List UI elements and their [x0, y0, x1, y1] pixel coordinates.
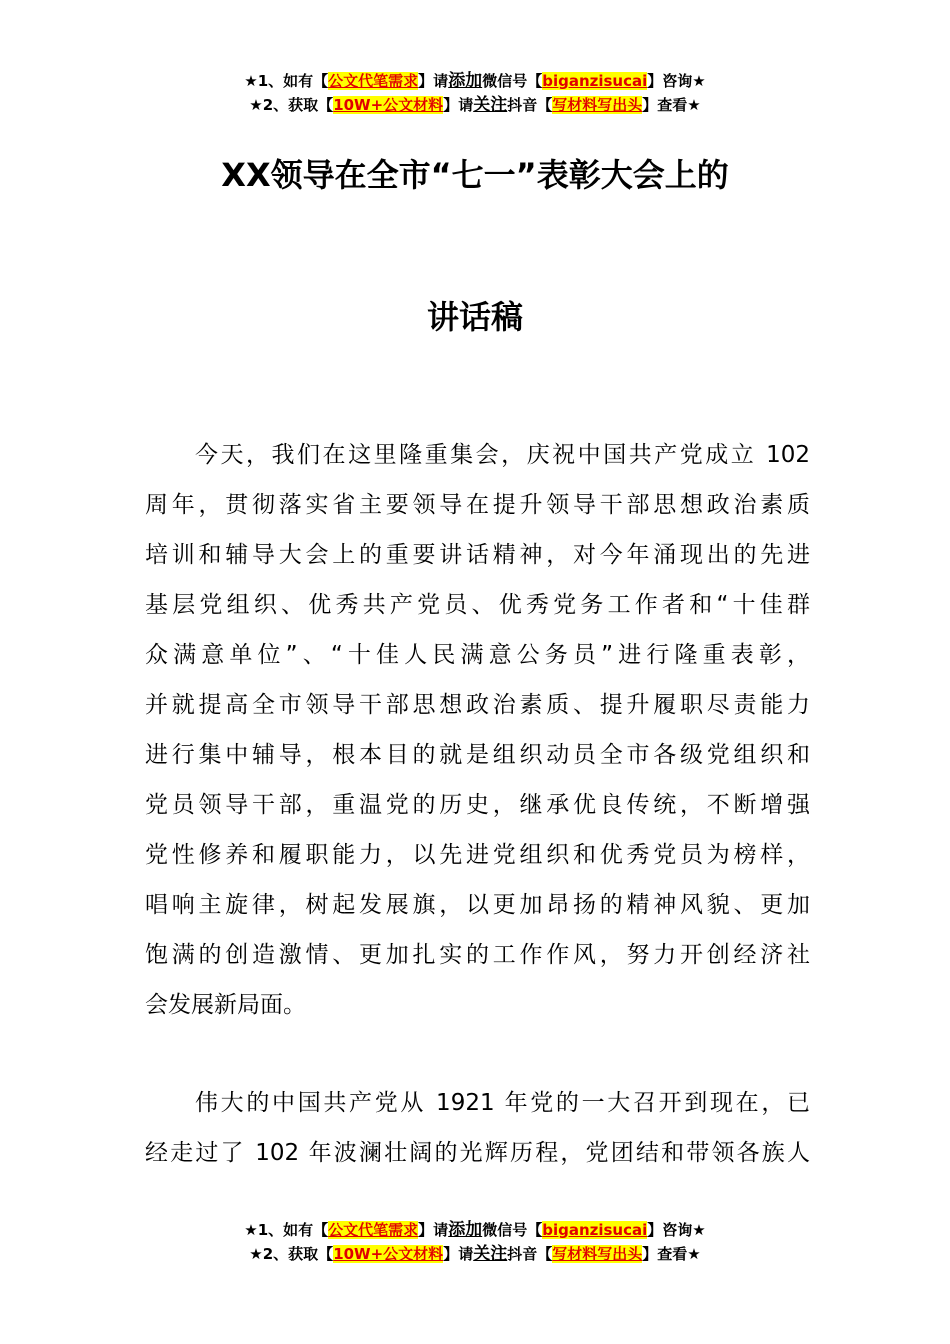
banner-emphasis: 添加 — [448, 1220, 483, 1240]
text-line: 经走过了 102 年波澜壮阔的光辉历程，党团结和带领各族人 — [145, 1140, 810, 1166]
banner-text: 抖音【 — [507, 96, 553, 114]
document-title-line-2: 讲话稿 — [426, 298, 523, 336]
banner-highlight: 写材料写出头 — [552, 96, 643, 114]
text-line: 进行集中辅导，根本目的就是组织动员全市各级党组织和 — [145, 742, 810, 768]
text-line: 会发展新局面。 — [145, 992, 306, 1018]
text-line: 并就提高全市领导干部思想政治素质、提升履职尽责能力 — [145, 692, 810, 718]
banner-text: ★1、如有【 — [244, 1221, 329, 1239]
banner-text: 】请 — [443, 96, 474, 114]
text-line: 伟大的中国共产党从 1921 年党的一大召开到现在，已 — [195, 1090, 810, 1116]
banner-text: 】请 — [418, 1221, 449, 1239]
footer-banner — [0, 1218, 950, 1266]
banner-row-1 — [0, 1218, 950, 1242]
banner-text: ★2、获取【 — [249, 96, 334, 114]
banner-row-2 — [0, 93, 950, 117]
banner-highlight: 写材料写出头 — [552, 1245, 643, 1263]
banner-text: 】查看★ — [642, 96, 701, 114]
banner-highlight: 公文代笔需求 — [328, 1221, 419, 1239]
text-line: 唱响主旋律，树起发展旗，以更加昂扬的精神风貌、更加 — [145, 892, 810, 918]
banner-row-1 — [0, 69, 950, 93]
text-line: 饱满的创造激情、更加扎实的工作作风，努力开创经济社 — [145, 942, 810, 968]
banner-highlight: 10W+公文材料 — [333, 96, 444, 114]
paragraph-2 — [145, 1078, 810, 1178]
banner-text: 】请 — [418, 72, 449, 90]
paragraph-1 — [145, 430, 810, 1030]
text-line: 今天，我们在这里隆重集会，庆祝中国共产党成立 102 — [195, 442, 810, 468]
banner-highlight: biganzisucai — [542, 72, 648, 90]
banner-emphasis: 添加 — [448, 71, 483, 91]
banner-emphasis: 关注 — [473, 95, 508, 115]
banner-text: 微信号【 — [482, 1221, 543, 1239]
banner-highlight: 10W+公文材料 — [333, 1245, 444, 1263]
banner-text: 微信号【 — [482, 72, 543, 90]
banner-row-2 — [0, 1242, 950, 1266]
banner-highlight: biganzisucai — [542, 1221, 648, 1239]
text-line: 党员领导干部，重温党的历史，继承优良传统，不断增强 — [145, 792, 810, 818]
banner-text: ★1、如有【 — [244, 72, 329, 90]
banner-text: 】请 — [443, 1245, 474, 1263]
text-line: 周年，贯彻落实省主要领导在提升领导干部思想政治素质 — [145, 492, 810, 518]
banner-text: 抖音【 — [507, 1245, 553, 1263]
text-line: 众满意单位”、“十佳人民满意公务员”进行隆重表彰， — [145, 642, 810, 668]
document-title-line-1: XX领导在全市“七一”表彰大会上的 — [221, 156, 729, 194]
text-line: 党性修养和履职能力，以先进党组织和优秀党员为榜样， — [145, 842, 810, 868]
banner-highlight: 公文代笔需求 — [328, 72, 419, 90]
banner-text: ★2、获取【 — [249, 1245, 334, 1263]
banner-text: 】咨询★ — [647, 1221, 706, 1239]
banner-emphasis: 关注 — [473, 1244, 508, 1264]
text-line: 基层党组织、优秀共产党员、优秀党务工作者和“十佳群 — [145, 592, 810, 618]
text-line: 培训和辅导大会上的重要讲话精神，对今年涌现出的先进 — [145, 542, 810, 568]
banner-text: 】查看★ — [642, 1245, 701, 1263]
banner-text: 】咨询★ — [647, 72, 706, 90]
header-banner — [0, 69, 950, 117]
